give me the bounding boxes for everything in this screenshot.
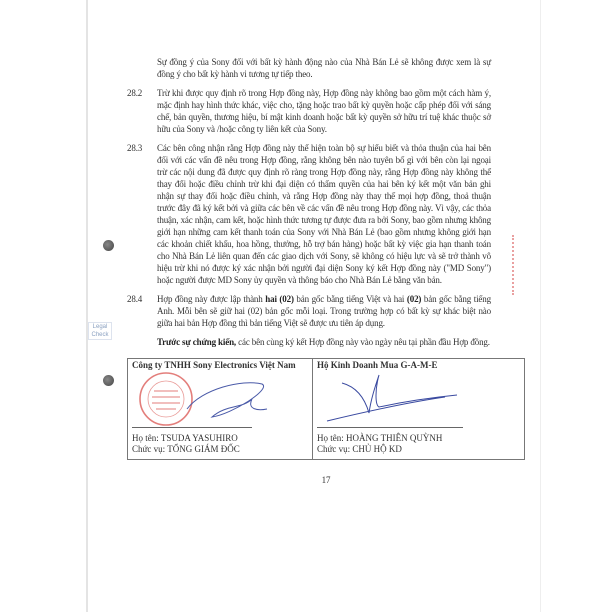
clause-number: 28.4 [127, 294, 143, 304]
clause-28-3: Các bên công nhận rằng Hợp đồng này thể hiện toàn bộ sự hiểu biết và thỏa thuận của hai bên đối với các vấn đề nêu trong Hợp đồng, rằng không bên nào tuyên bố gì với bên còn lại ngoại trừ các nội dung đã được quy định rõ ràng trong Hợp đồng này, rằng Hợp đồng này không thể thay đổi hoặc điều chỉnh trừ khi đại diện có thẩm quyền của hai bên ký kết một văn bản ghi nhận sự thay đổi hoặc điều chỉnh, và rằng Hợp đồng này thay thế mọi hợp đồng, thoả thuận trước đây đã ký kết bởi và giữa các bên về các vấn đề nêu trong Hợp đồng này. Vì vậy, các thỏa thuận, xác nhận, cam kết, hoặc hình thức tương tự được đưa ra bởi Sony, bao gồm nhưng không giới hạn những cam kết thanh toán của Sony với Nhà Bán Lẻ (bao gồm nhưng không giới hạn các khoản chiết khấu, hoa hồng, thưởng, hỗ trợ bán hàng) hoặc bất kỳ việc gia hạn thanh toán cho Nhà Bán Lẻ liên quan đến các giao dịch với Sony, sẽ không có hiệu lực và sẽ trở thành vô hiệu trừ khi nó được ký xác nhận bởi người đại diện Sony ký kết Hợp đồng này ("MD Sony") hoặc người được MD Sony ủy quyền và thông báo cho Nhà Bán Lẻ bằng văn bản. [157, 143, 491, 285]
page-number: 17 [321, 475, 331, 485]
company-seal-and-signature [132, 371, 302, 427]
bold-text: Trước sự chứng kiến, [157, 337, 237, 347]
text: các bên cùng ký kết Hợp đồng này vào ngày nêu tại phần đầu Hợp đồng. [236, 337, 490, 347]
text: Hợp đồng này được lập thành [157, 294, 266, 304]
signer-title: Chức vụ: TỔNG GIÁM ĐỐC [132, 444, 240, 454]
text: bản gốc bằng tiếng Việt và hai [293, 294, 407, 304]
signature-table [127, 358, 525, 460]
signature-line [132, 427, 252, 428]
document-body [127, 56, 525, 486]
punch-hole [103, 240, 114, 251]
clause-28-2: Trừ khi được quy định rõ trong Hợp đồng này, Hợp đồng này không bao gồm một cách hàm ý, mặc định hay hình thức khác, việc cho, tặng hoặc trao bất kỳ quyền hoặc cấp phép đối với sáng chế, bản quyền, thương hiệu, bí mật kinh doanh hoặc bất kỳ quyền sở hữu trí tuệ khác thuộc sở hữu của Sony và /hoặc công ty liên kết của Sony. [157, 88, 491, 134]
sony-signature-cell [128, 359, 313, 460]
clause-number: 28.2 [127, 88, 143, 98]
signer-name: Họ tên: HOÀNG THIÊN QUỲNH [317, 433, 443, 443]
text: bản gốc bằng tiếng Anh. Mỗi bên sẽ giữ hai (02) bản gốc mỗi loại. Trong trường hợp có bất kỳ sự khác biệt nào giữa hai bản Hợp đồng thì bản tiếng Việt sẽ được ưu tiên áp dụng. [157, 294, 491, 328]
legal-check-stamp: Legal Check [88, 322, 112, 340]
intro-paragraph: Sự đồng ý của Sony đối với bất kỳ hành động nào của Nhà Bán Lẻ sẽ không được xem là sự đồng ý cho bất kỳ hành vi tương tự tiếp theo. [157, 57, 491, 79]
retailer-company-name: Hộ Kinh Doanh Mua G-A-M-E [317, 360, 438, 370]
signer-title: Chức vụ: CHỦ HỘ KD [317, 444, 402, 454]
clause-28-4 [157, 293, 491, 329]
signer-name: Họ tên: TSUDA YASUHIRO [132, 433, 238, 443]
bold-text: hai (02) [265, 294, 294, 304]
sony-company-name: Công ty TNHH Sony Electronics Việt Nam [132, 360, 296, 370]
retailer-signature-cell [313, 359, 525, 460]
witness-statement [157, 336, 491, 348]
punch-hole [103, 375, 114, 386]
signature-line [317, 427, 463, 428]
bold-text: (02) [406, 294, 422, 304]
clause-number: 28.3 [127, 143, 143, 153]
retailer-signature [317, 371, 477, 427]
